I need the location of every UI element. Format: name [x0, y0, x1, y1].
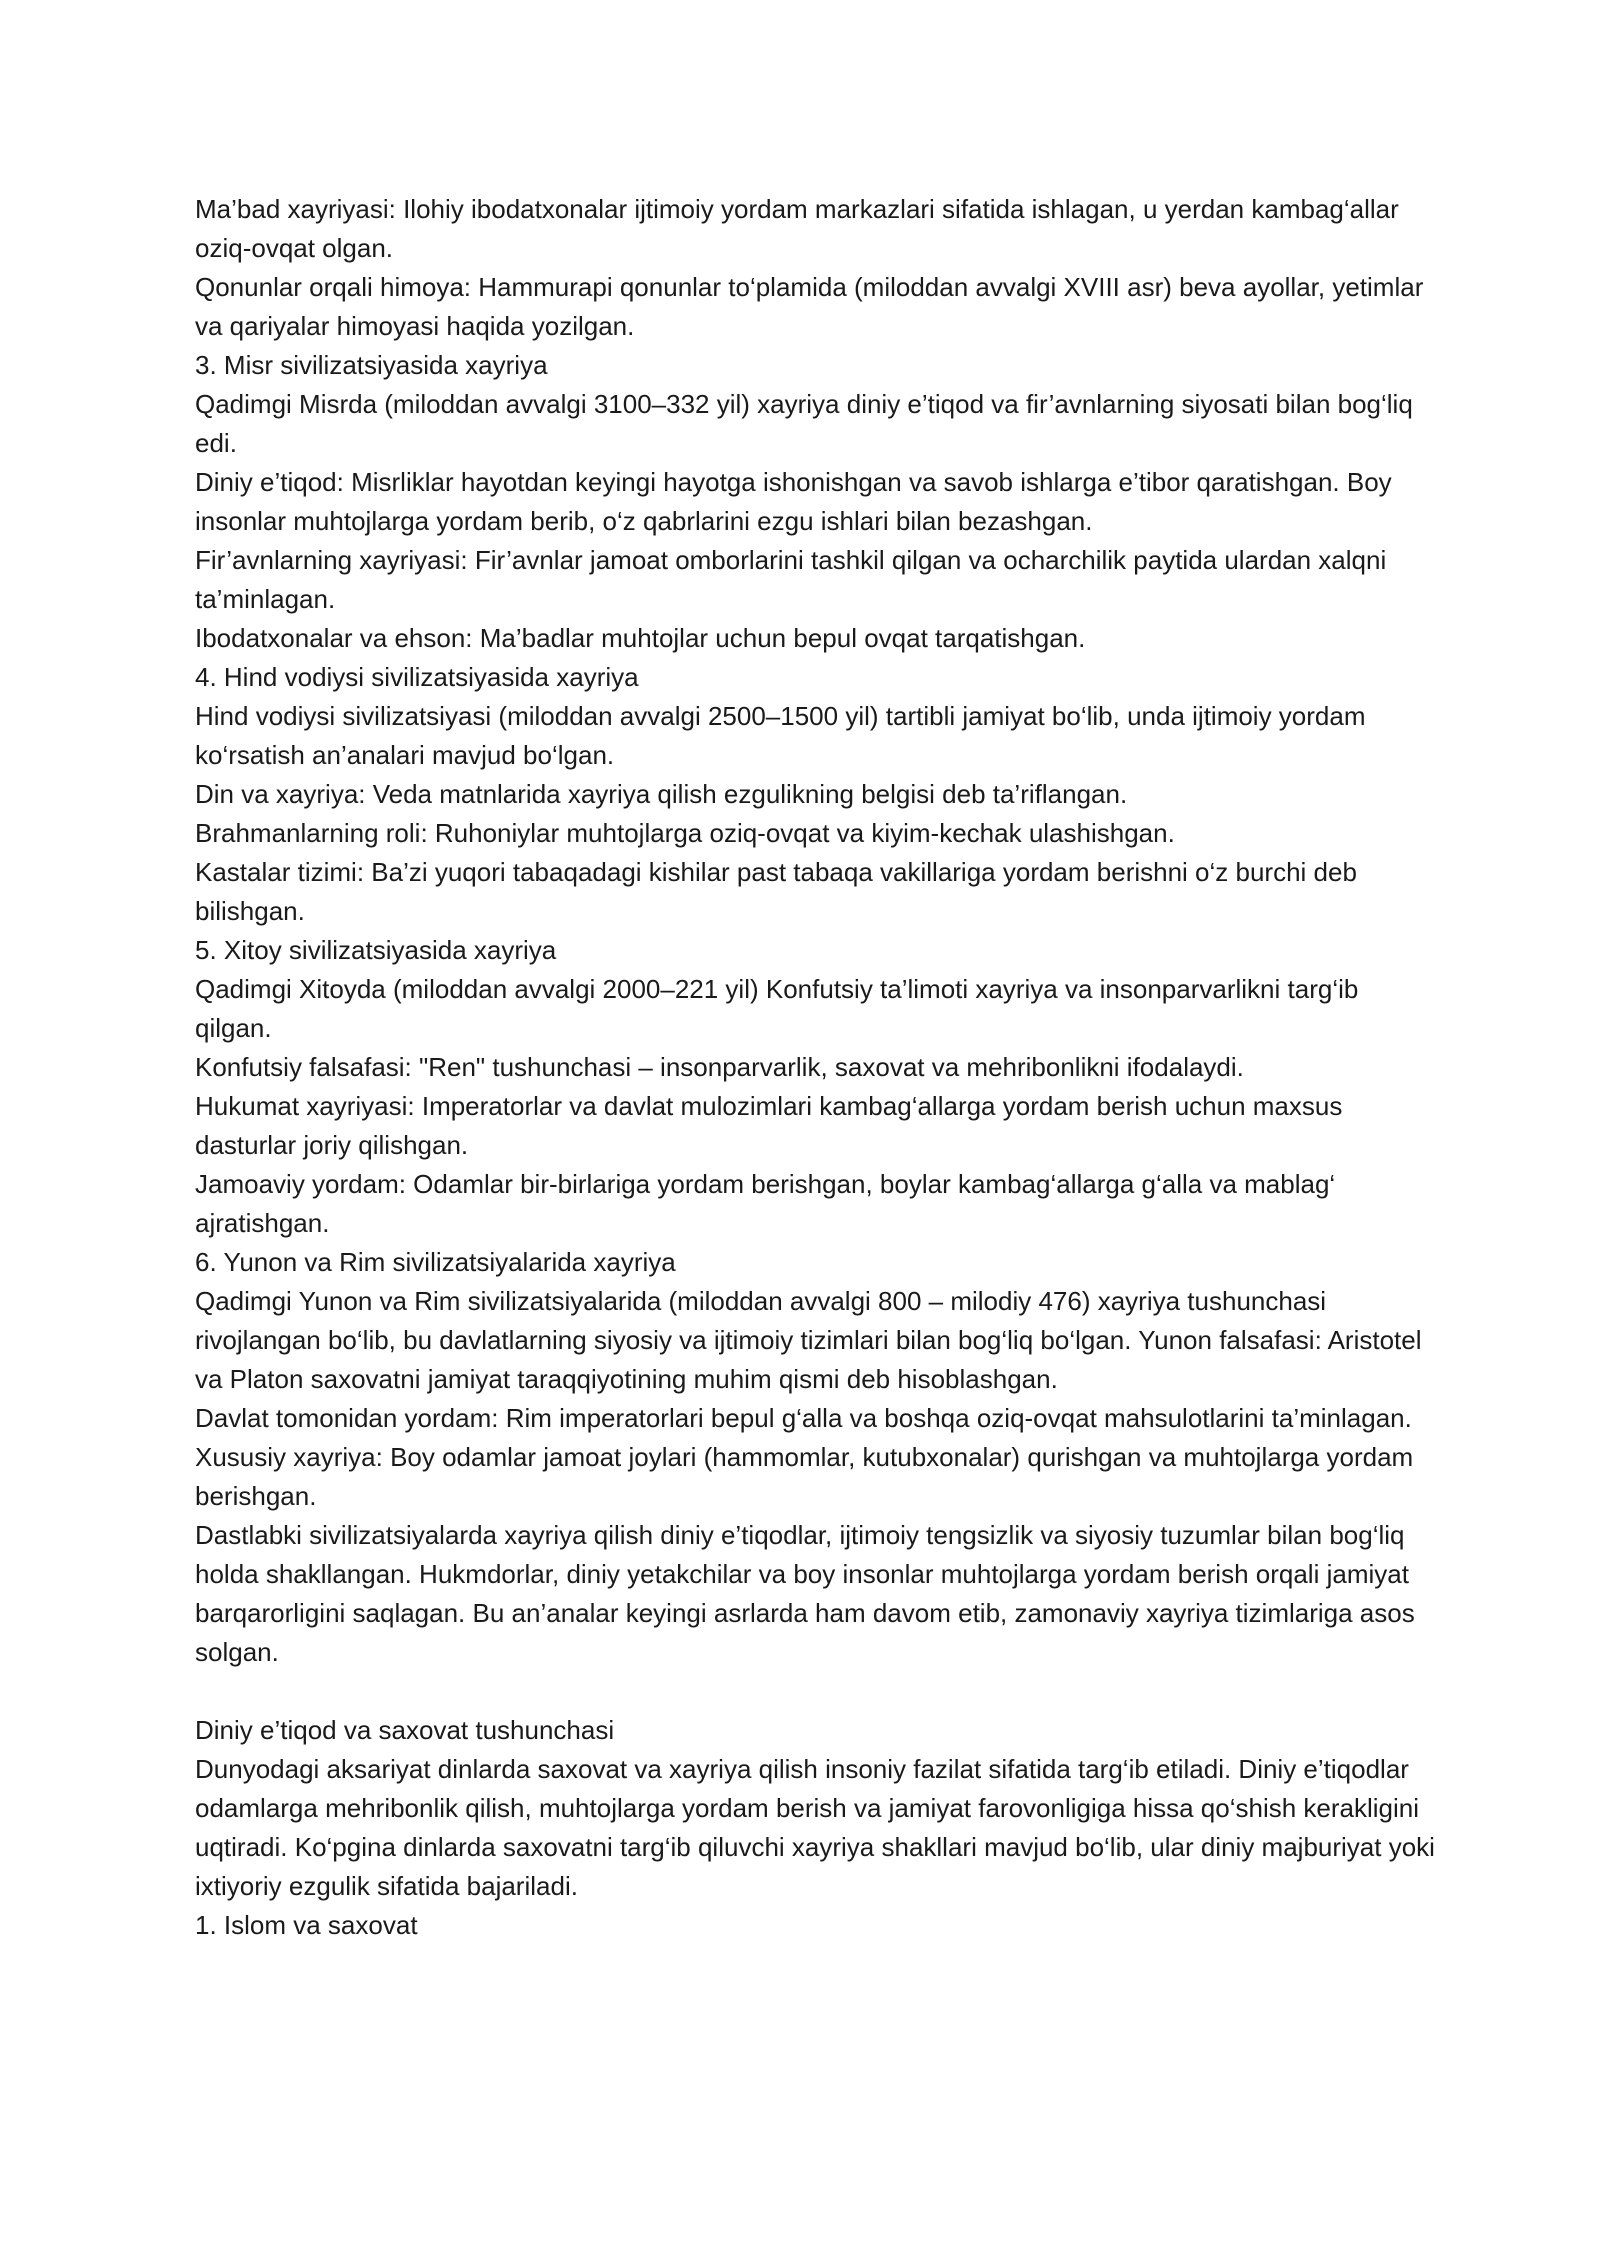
paragraph: Qonunlar orqali himoya: Hammurapi qonunlar to‘plamida (miloddan avvalgi XVIII asr) beva ayollar, yetimlar va qariyalar himoyasi haqida yozilgan.	[195, 272, 1424, 341]
paragraph: Konfutsiy falsafasi: "Ren" tushunchasi – insonparvarlik, saxovat va mehribonlikni ifodalaydi.	[195, 1052, 1244, 1082]
section-heading: 6. Yunon va Rim sivilizatsiyalarida xayriya	[195, 1247, 676, 1277]
paragraph: Ma’bad xayriyasi: Ilohiy ibodatxonalar ijtimoiy yordam markazlari sifatida ishlagan, u yerdan kambag‘allar oziq-ovqat olgan.	[195, 194, 1399, 263]
paragraph: Xususiy xayriya: Boy odamlar jamoat joylari (hammomlar, kutubxonalar) qurishgan va muhtojlarga yordam berishgan.	[195, 1442, 1414, 1511]
section-heading: 3. Misr sivilizatsiyasida xayriya	[195, 350, 548, 380]
paragraph: Dastlabki sivilizatsiyalarda xayriya qilish diniy e’tiqodlar, ijtimoiy tengsizlik va siyosiy tuzumlar bilan bog‘liq holda shakllangan. Hukmdorlar, diniy yetakchilar va boy insonlar muhtojlarga yordam berish orqali jamiyat barqarorligini saqlagan. Bu an’analar keyingi asrlarda ham davom etib, zamonaviy xayriya tizimlariga asos solgan.	[195, 1520, 1415, 1667]
paragraph: Qadimgi Xitoyda (miloddan avvalgi 2000–221 yil) Konfutsiy ta’limoti xayriya va insonparvarlikni targ‘ib qilgan.	[195, 974, 1359, 1043]
section-heading: 5. Xitoy sivilizatsiyasida xayriya	[195, 935, 557, 965]
paragraph: Fir’avnlarning xayriyasi: Fir’avnlar jamoat omborlarini tashkil qilgan va ocharchilik paytida ulardan xalqni ta’minlagan.	[195, 545, 1387, 614]
paragraph: Kastalar tizimi: Ba’zi yuqori tabaqadagi kishilar past tabaqa vakillariga yordam berishni o‘z burchi deb bilishgan.	[195, 857, 1357, 926]
paragraph: Qadimgi Yunon va Rim sivilizatsiyalarida (miloddan avvalgi 800 – milodiy 476) xayriya tushunchasi rivojlangan bo‘lib, bu davlatlarning siyosiy va ijtimoiy tizimlari bilan bog‘liq bo‘lgan. Yunon falsafasi: Aristotel va Platon saxovatni jamiyat taraqqiyotining muhim qismi deb hisoblashgan.	[195, 1286, 1422, 1394]
paragraph: Hind vodiysi sivilizatsiyasi (miloddan avvalgi 2500–1500 yil) tartibli jamiyat bo‘lib, unda ijtimoiy yordam ko‘rsatish an’analari mavjud bo‘lgan.	[195, 701, 1366, 770]
paragraph: Brahmanlarning roli: Ruhoniylar muhtojlarga oziq-ovqat va kiyim-kechak ulashishgan.	[195, 818, 1175, 848]
section-heading: 4. Hind vodiysi sivilizatsiyasida xayriya	[195, 662, 639, 692]
paragraph: Diniy e’tiqod: Misrliklar hayotdan keyingi hayotga ishonishgan va savob ishlarga e’tibor qaratishgan. Boy insonlar muhtojlarga yordam berib, o‘z qabrlarini ezgu ishlari bilan bezashgan.	[195, 467, 1392, 536]
paragraph: Hukumat xayriyasi: Imperatorlar va davlat mulozimlari kambag‘allarga yordam berish uchun maxsus dasturlar joriy qilishgan.	[195, 1091, 1343, 1160]
document-body	[195, 190, 1435, 1945]
paragraph: Ibodatxonalar va ehson: Ma’badlar muhtojlar uchun bepul ovqat tarqatishgan.	[195, 623, 1086, 653]
section-heading: 1. Islom va saxovat	[195, 1910, 418, 1940]
paragraph: Din va xayriya: Veda matnlarida xayriya qilish ezgulikning belgisi deb ta’riflangan.	[195, 779, 1128, 809]
paragraph: Dunyodagi aksariyat dinlarda saxovat va xayriya qilish insoniy fazilat sifatida targ‘ib etiladi. Diniy e’tiqodlar odamlarga mehribonlik qilish, muhtojlarga yordam berish va jamiyat farovonligiga hissa qo‘shish kerakligini uqtiradi. Ko‘pgina dinlarda saxovatni targ‘ib qiluvchi xayriya shakllari mavjud bo‘lib, ular diniy majburiyat yoki ixtiyoriy ezgulik sifatida bajariladi.	[195, 1754, 1435, 1901]
paragraph: Jamoaviy yordam: Odamlar bir-birlariga yordam berishgan, boylar kambag‘allarga g‘alla va mablag‘ ajratishgan.	[195, 1169, 1336, 1238]
paragraph: Davlat tomonidan yordam: Rim imperatorlari bepul g‘alla va boshqa oziq-ovqat mahsulotlarini ta’minlagan.	[195, 1403, 1412, 1433]
section-heading: Diniy e’tiqod va saxovat tushunchasi	[195, 1715, 615, 1745]
paragraph: Qadimgi Misrda (miloddan avvalgi 3100–332 yil) xayriya diniy e’tiqod va fir’avnlarning siyosati bilan bog‘liq edi.	[195, 389, 1413, 458]
